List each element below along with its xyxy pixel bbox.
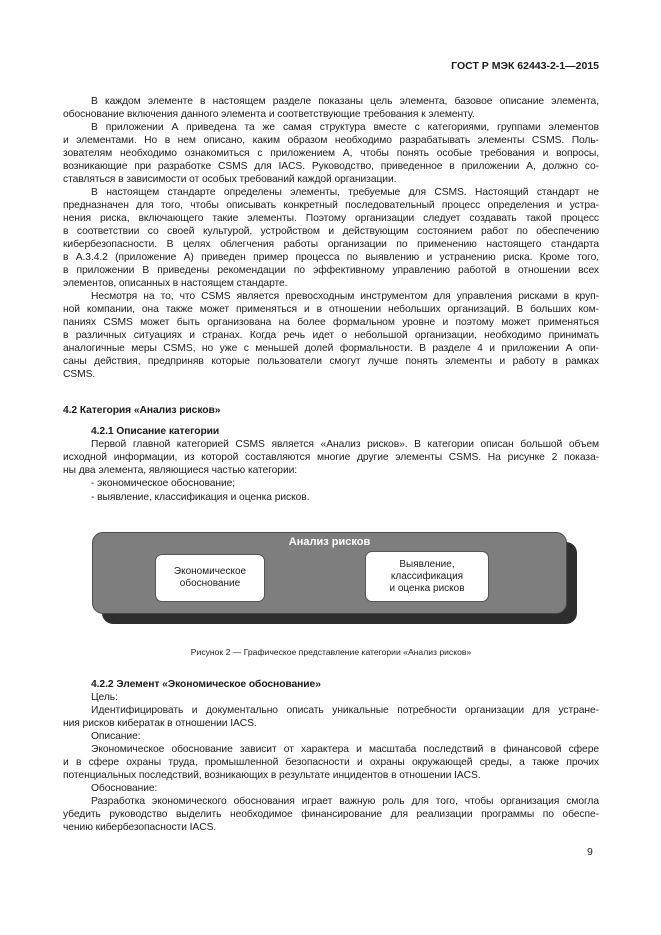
list-item: - выявление, классификация и оценка рисков. [91, 492, 310, 503]
figure-title: Анализ рисков [288, 536, 371, 548]
body-line: исходной информации, из которой составляются многие другие элементы CSMS. На рисунке 2 показа- [63, 452, 599, 463]
body-line: Экономическое обоснование зависит от характера и масштаба последствий в финансовой сфере [91, 744, 599, 755]
section-heading: 4.2 Категория «Анализ рисков» [63, 405, 221, 416]
body-line: В каждом элементе в настоящем разделе показаны цель элемента, базовое описание элемента, [91, 96, 599, 107]
document-header: ГОСТ Р МЭК 62443-2-1—2015 [451, 60, 599, 72]
subsection-heading: 4.2.2 Элемент «Экономическое обоснование» [91, 679, 321, 690]
body-line: паниях CSMS может быть организована на более формальном уровне и поэтому может применяться [63, 317, 599, 328]
box-label-line: Экономическое [173, 566, 247, 577]
body-line: Разработка экономического обоснования играет важную роль для того, чтобы организация смогла [91, 796, 599, 807]
body-line: кибербезопасности. В целях облегчения работы организации по применению настоящего стандарта [63, 239, 599, 250]
body-line: в различных ситуациях и странах. Когда речь идет о небольшой организации, необходимо принимать [63, 330, 599, 341]
field-label: Обоснование: [91, 783, 158, 794]
page-number: 9 [587, 846, 593, 858]
body-line: в соответствии со своей культурой, устройством и действующим состоянием работ по обеспечению [63, 226, 599, 237]
body-line: саны действия, предприняв которые пользователи смогут лучше понять элементы и работу в рамках [63, 356, 599, 367]
body-line: В приложении А приведена та же самая структура вместе с категориями, группами элементов [91, 122, 599, 133]
body-line: чению кибербезопасности IACS. [63, 822, 217, 833]
body-line: и в сфере охраны труда, промышленной безопасности и охраны окружающей среды, а также прочих [63, 757, 599, 768]
body-line: предназначен для того, чтобы описывать конкретный последовательный процесс определения и устра- [63, 200, 599, 211]
box-label-line: обоснование [179, 578, 241, 589]
subsection-heading: 4.2.1 Описание категории [91, 426, 220, 437]
body-line: CSMS. [63, 369, 96, 380]
body-line: обоснование включения данного элемента и соответствующие требования к элементу. [63, 109, 475, 120]
body-line: ставляться в зависимости от особых требований каждой организации. [63, 174, 397, 185]
body-line: В настоящем стандарте определены элементы, требуемые для CSMS. Настоящий стандарт не [91, 187, 599, 198]
figure-caption: Рисунок 2 — Графическое представление категории «Анализ рисков» [190, 647, 472, 657]
body-line: и элементами. Но в нем описано, каким образом необходимо разрабатывать элементы CSMS. Поль- [63, 135, 599, 146]
list-item: - экономическое обоснование; [91, 478, 236, 489]
body-line: возникающие при разработке CSMS для IACS. Руководство, приведенное в приложении А, должно со- [63, 161, 599, 172]
field-label: Описание: [91, 731, 141, 742]
body-line: убедить руководство выделить необходимое финансирование для реализации программы по обеспе- [63, 809, 599, 820]
body-line: Первой главной категорией CSMS является «Анализ рисков». В категории описан большой объем [91, 439, 599, 450]
body-line: зователям необходимо ознакомиться с приложением А, чтобы понять особые требования и вопросы, [63, 148, 599, 159]
figure-category-box [92, 532, 567, 614]
element-box-economic-justification [155, 554, 265, 602]
box-label-line: Выявление, [399, 558, 455, 570]
box-label-line: и оценка рисков [389, 582, 465, 594]
box-label-line: классификация [390, 570, 464, 582]
body-line: нения риска, включающего такие элементы. Поэтому организации следует создавать такой процесс [63, 213, 599, 224]
body-line: ны два элемента, являющиеся частью категории: [63, 465, 298, 476]
body-line: ной компании, она также может применяться и в отношении небольших организаций. В больших ком- [63, 304, 599, 315]
body-line: элементов, описанных в настоящем стандарте. [63, 278, 288, 289]
body-line: Идентифицировать и документально описать уникальные потребности организации для устране- [91, 705, 599, 716]
field-label: Цель: [91, 692, 118, 703]
body-line: в А.3.4.2 (приложение А) приведен пример процесса по выявлению и устранению риска. Кроме того, [63, 252, 599, 263]
body-line: ния рисков кибератак в отношении IACS. [63, 718, 257, 729]
body-line: в приложении В приведены рекомендации по эффективному управлению работой в отношении всех [63, 265, 599, 276]
element-box-risk-identification [365, 551, 489, 602]
body-line: аналогичные меры CSMS, но уже с меньшей долей формальности. В разделе 4 и приложении А опи- [63, 343, 599, 354]
body-line: Несмотря на то, что CSMS является превосходным инструментом для управления рисками в круп- [91, 291, 599, 302]
body-line: потенциальных последствий, возникающих в результате инцидентов в отношении IACS. [63, 770, 481, 781]
